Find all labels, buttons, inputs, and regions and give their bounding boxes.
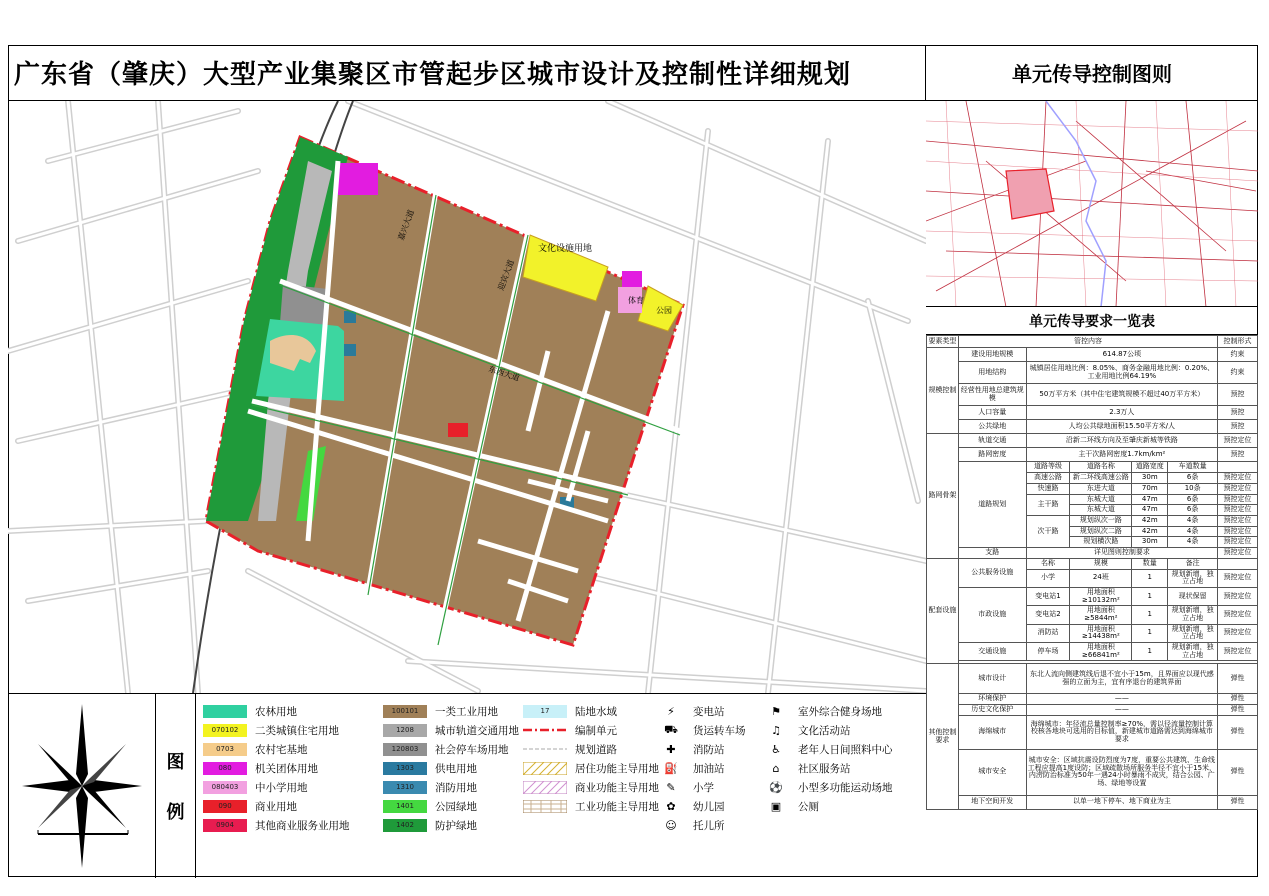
cell: 道路规划 — [958, 462, 1026, 548]
cell: 24班 — [1070, 569, 1132, 587]
legend-item — [383, 780, 477, 794]
legend-label: 托儿所 — [693, 819, 725, 832]
cell: 变电站1 — [1026, 587, 1070, 605]
cell: 1 — [1132, 569, 1168, 587]
cell-road-network: 路网骨架 — [927, 434, 959, 559]
legend-label: 货运转车场 — [693, 724, 746, 737]
cell: 人均公共绿地面积15.50平方米/人 — [1026, 420, 1217, 434]
cell: 6条 — [1168, 505, 1218, 516]
legend-swatch — [523, 743, 567, 756]
legend-symbol-icon: ✚ — [666, 742, 676, 756]
legend-swatch: 1401 — [383, 800, 427, 813]
cell: 614.87公顷 — [1026, 348, 1217, 362]
legend-label: 其他商业服务业用地 — [255, 819, 350, 832]
legend-symbol-icon: ✿ — [666, 799, 676, 813]
cell: 4条 — [1168, 537, 1218, 548]
cell: 弹性 — [1218, 715, 1258, 749]
cell: 预控定位 — [1218, 548, 1258, 559]
legend-item — [663, 742, 725, 756]
key-map-river — [1046, 101, 1106, 307]
cell: 停车场 — [1026, 643, 1070, 661]
cell: 东城大道 — [1070, 494, 1132, 505]
legend-item — [768, 780, 893, 794]
legend-item — [203, 818, 350, 832]
legend-label: 消防用地 — [435, 781, 477, 794]
legend-item — [203, 723, 339, 737]
cell: 规划新增，独立占地 — [1168, 643, 1218, 661]
cell: 预控定位 — [1218, 587, 1258, 605]
legend-label: 公园绿地 — [435, 800, 477, 813]
cell: 城市设计 — [958, 664, 1026, 694]
cell: 42m — [1132, 526, 1168, 537]
cell: 公共服务设施 — [958, 558, 1026, 587]
legend-title-b: 例 — [166, 802, 185, 823]
cell: 1 — [1132, 606, 1168, 624]
legend-swatch: 0703 — [203, 743, 247, 756]
cell: 交通设施 — [958, 643, 1026, 661]
cell: 东进大道 — [1070, 484, 1132, 495]
legend-swatch: 090 — [203, 800, 247, 813]
label-road-jiaxing: 嘉兴大道 — [396, 208, 416, 242]
cell: 预控定位 — [1218, 473, 1258, 484]
cell: 预控 — [1218, 406, 1258, 420]
cell: 弹性 — [1218, 694, 1258, 705]
cell: 70m — [1132, 484, 1168, 495]
legend-symbol-icon: ♿ — [771, 742, 781, 756]
cell: 市政设施 — [958, 587, 1026, 642]
legend-swatch — [523, 724, 567, 737]
cell: 47m — [1132, 505, 1168, 516]
legend-item — [768, 761, 851, 775]
cell: 主干路 — [1026, 494, 1070, 515]
cell: 预控 — [1218, 384, 1258, 406]
cell: 42m — [1132, 516, 1168, 527]
legend-swatch: 080 — [203, 762, 247, 775]
cell: 47m — [1132, 494, 1168, 505]
cell: 名称 — [1026, 558, 1070, 569]
cell: 变电站2 — [1026, 606, 1070, 624]
cell: 规划纵次二路 — [1070, 526, 1132, 537]
legend-item — [383, 742, 509, 756]
cell: 历史文化保护 — [958, 705, 1026, 716]
cell: 预控定位 — [1218, 505, 1258, 516]
cell: 弹性 — [1218, 664, 1258, 694]
legend-symbol-icon: ⚡ — [667, 704, 675, 718]
cell: 路网密度 — [958, 448, 1026, 462]
cell: 规划新增，独立占地 — [1168, 606, 1218, 624]
plan-map-svg — [8, 101, 926, 693]
cell: 预控定位 — [1218, 434, 1258, 448]
legend-label: 居住功能主导用地 — [575, 762, 659, 775]
cell: 预控定位 — [1218, 484, 1258, 495]
legend-symbol-icon: ⚑ — [771, 704, 781, 718]
compass-icon — [8, 694, 156, 878]
legend-label: 编制单元 — [575, 724, 617, 737]
cell: 城市安全：区域抗震设防烈度为7度，重要公共建筑、生命线工程应提高1度设防；区域疏散场所服务半径不宜小于15米，内涝防治标准为50年一遇24小时暴雨不成灾，结合公园、广场、绿地等设置 — [1026, 749, 1217, 795]
legend-label: 变电站 — [693, 705, 725, 718]
legend-title — [156, 694, 196, 878]
legend-items — [203, 700, 923, 872]
legend-title-a: 图 — [166, 752, 185, 773]
cell: 用地面积≥10132m² — [1070, 587, 1132, 605]
legend-swatch: 1303 — [383, 762, 427, 775]
cell: 10条 — [1168, 484, 1218, 495]
legend-swatch — [523, 781, 567, 794]
legend-item — [768, 723, 851, 737]
table-title-text: 单元传导要求一览表 — [1029, 313, 1155, 330]
key-map-unit — [1006, 169, 1054, 219]
north-arrow — [8, 694, 156, 878]
cell: —— — [1026, 705, 1217, 716]
label-road-yingbin: 迎宾大道 — [496, 258, 516, 292]
commercial-plot[interactable] — [448, 423, 468, 437]
cell: 弹性 — [1218, 705, 1258, 716]
cell: 预控定位 — [1218, 643, 1258, 661]
legend-item — [663, 761, 725, 775]
cell: 轨道交通 — [958, 434, 1026, 448]
legend-item — [203, 780, 308, 794]
cell: 详见图则控制要求 — [1026, 548, 1217, 559]
farmland-plot[interactable] — [256, 319, 344, 401]
cell: 道路宽度 — [1132, 462, 1168, 473]
cell: 支路 — [958, 548, 1026, 559]
legend-symbol-icon: ☺ — [665, 818, 677, 832]
legend-item — [203, 761, 318, 775]
cell: 6条 — [1168, 494, 1218, 505]
label-road-dongxi: 东西大道 — [487, 364, 521, 383]
key-map-svg — [926, 101, 1258, 307]
cell: 海绵城市：年径流总量控制率≥70%，需以径流量控制计算校核各地块可选用的目标值，新建城市道路需达到海绵城市要求 — [1026, 715, 1217, 749]
cell: 地下空间开发 — [958, 795, 1026, 809]
legend-item — [523, 799, 659, 813]
cell: 消防站 — [1026, 624, 1070, 642]
cell: 以单一地下停车、地下商业为主 — [1026, 795, 1217, 809]
legend-label: 陆地水域 — [575, 705, 617, 718]
cell-scale-control: 规模控制 — [927, 348, 959, 434]
cell: 4条 — [1168, 526, 1218, 537]
legend-item — [523, 780, 659, 794]
cell: 道路等级 — [1026, 462, 1070, 473]
cell: 道路名称 — [1070, 462, 1132, 473]
cell: 环境保护 — [958, 694, 1026, 705]
cell: 备注 — [1168, 558, 1218, 569]
legend-label: 规划道路 — [575, 743, 617, 756]
cell: 预控定位 — [1218, 624, 1258, 642]
cell: 4条 — [1168, 516, 1218, 527]
legend-label: 二类城镇住宅用地 — [255, 724, 339, 737]
cell: 弹性 — [1218, 749, 1258, 795]
cell: 用地面积≥5844m² — [1070, 606, 1132, 624]
legend-label: 中小学用地 — [255, 781, 308, 794]
cell: 数量 — [1132, 558, 1168, 569]
legend-item — [383, 704, 498, 718]
cell: 城市安全 — [958, 749, 1026, 795]
institution-plot[interactable] — [622, 271, 642, 287]
key-map-minor — [926, 101, 1258, 307]
legend-label: 室外综合健身场地 — [798, 705, 882, 718]
cell: 规划纵次一路 — [1070, 516, 1132, 527]
control-table-grid — [926, 335, 1258, 810]
page-title — [8, 45, 926, 101]
cell: 1 — [1132, 624, 1168, 642]
legend-item — [383, 723, 519, 737]
cell: 车道数量 — [1168, 462, 1218, 473]
legend-item — [383, 818, 477, 832]
cell: 预控定位 — [1218, 516, 1258, 527]
legend-label: 小型多功能运动场地 — [798, 781, 893, 794]
cell: 小学 — [1026, 569, 1070, 587]
power-plot[interactable] — [344, 344, 356, 356]
cell: 30m — [1132, 473, 1168, 484]
cell: 1 — [1132, 587, 1168, 605]
label-sport: 体育 — [628, 296, 644, 305]
legend-swatch: 1208 — [383, 724, 427, 737]
legend-symbol-icon: ♫ — [771, 723, 781, 737]
legend-panel — [8, 693, 926, 877]
legend-item — [523, 761, 659, 775]
legend-label: 供电用地 — [435, 762, 477, 775]
legend-item — [663, 780, 714, 794]
cell: 用地面积≥66841m² — [1070, 643, 1132, 661]
legend-swatch — [203, 705, 247, 718]
cell: 高速公路 — [1026, 473, 1070, 484]
cell: 弹性 — [1218, 795, 1258, 809]
cell: 预控 — [1218, 420, 1258, 434]
cell: 预控定位 — [1218, 606, 1258, 624]
legend-item — [663, 799, 725, 813]
cell: 规模 — [1070, 558, 1132, 569]
legend-swatch: 17 — [523, 705, 567, 718]
th-form: 控制形式 — [1218, 336, 1258, 348]
cell: 海绵城市 — [958, 715, 1026, 749]
cell: 预控定位 — [1218, 569, 1258, 587]
legend-label: 机关团体用地 — [255, 762, 318, 775]
legend-item — [663, 818, 725, 832]
cell: 2.3万人 — [1026, 406, 1217, 420]
legend-label: 消防站 — [693, 743, 725, 756]
cell: 预控定位 — [1218, 526, 1258, 537]
cell: 规划新增，独立占地 — [1168, 624, 1218, 642]
cell: 主干次路网密度1.7km/km² — [1026, 448, 1217, 462]
legend-label: 工业功能主导用地 — [575, 800, 659, 813]
legend-symbol-icon: ✎ — [666, 780, 676, 794]
legend-swatch: 070102 — [203, 724, 247, 737]
cell: 用地面积≥14438m² — [1070, 624, 1132, 642]
legend-label: 文化活动站 — [798, 724, 851, 737]
legend-item — [203, 799, 297, 813]
legend-label: 公厕 — [798, 800, 819, 813]
cell: 预控定位 — [1218, 494, 1258, 505]
cell: 东北人流向侧建筑线后退不宜小于15m，且界面应以现代感强的立面为主，宜有序退台的建筑界面 — [1026, 664, 1217, 694]
legend-swatch: 0904 — [203, 819, 247, 832]
cell: —— — [1026, 694, 1217, 705]
control-table — [926, 335, 1258, 877]
cell: 东城大道 — [1070, 505, 1132, 516]
cell: 约束 — [1218, 348, 1258, 362]
government-land-plot[interactable] — [338, 163, 378, 195]
legend-symbol-icon: ⚽ — [769, 780, 783, 794]
legend-swatch: 1402 — [383, 819, 427, 832]
cell: 新二环线高速公路 — [1070, 473, 1132, 484]
legend-label: 城市轨道交通用地 — [435, 724, 519, 737]
cell: 预控 — [1218, 448, 1258, 462]
cell: 人口容量 — [958, 406, 1026, 420]
cell: 快速路 — [1026, 484, 1070, 495]
legend-item — [768, 704, 882, 718]
legend-item — [203, 704, 297, 718]
legend-label: 老年人日间照料中心 — [798, 743, 893, 756]
cell: 规划横次路 — [1070, 537, 1132, 548]
label-culture-land: 文化设施用地 — [538, 244, 593, 254]
legend-label: 商业用地 — [255, 800, 297, 813]
legend-label: 社区服务站 — [798, 762, 851, 775]
cell: 经营性用地总建筑规模 — [958, 384, 1026, 406]
cell: 公共绿地 — [958, 420, 1026, 434]
cell: 建设用地规模 — [958, 348, 1026, 362]
cell-facilities: 配套设施 — [927, 558, 959, 664]
legend-label: 加油站 — [693, 762, 725, 775]
cell: 30m — [1132, 537, 1168, 548]
cell: 预控定位 — [1218, 537, 1258, 548]
legend-item — [383, 799, 477, 813]
key-map-roads — [926, 101, 1258, 307]
table-title — [926, 307, 1258, 335]
cell: 50万平方米（其中住宅建筑规模不超过40万平方米） — [1026, 384, 1217, 406]
legend-label: 一类工业用地 — [435, 705, 498, 718]
legend-symbol-icon: ▣ — [770, 799, 782, 813]
legend-swatch: 080403 — [203, 781, 247, 794]
sheet-title — [926, 45, 1258, 101]
legend-label: 社会停车场用地 — [435, 743, 509, 756]
location-key-map[interactable] — [926, 101, 1258, 307]
legend-item — [768, 799, 819, 813]
label-park: 公园 — [656, 306, 672, 315]
legend-item — [523, 723, 617, 737]
cell: 1 — [1132, 643, 1168, 661]
legend-item — [523, 742, 617, 756]
cell: 6条 — [1168, 473, 1218, 484]
legend-symbol-icon: ⛽ — [664, 761, 678, 775]
legend-label: 幼儿园 — [693, 800, 725, 813]
legend-item — [768, 742, 893, 756]
th-content: 管控内容 — [958, 336, 1217, 348]
legend-item — [663, 723, 746, 737]
sheet-title-text: 单元传导控制图则 — [1012, 62, 1172, 86]
legend-symbol-icon: ⌂ — [772, 761, 780, 775]
legend-item — [383, 761, 477, 775]
legend-swatch — [523, 762, 567, 775]
legend-swatch: 120803 — [383, 743, 427, 756]
legend-item — [523, 704, 617, 718]
page-title-text: 广东省（肇庆）大型产业集聚区市管起步区城市设计及控制性详细规划 — [14, 60, 852, 90]
cell-other-control: 其他控制要求 — [927, 664, 959, 809]
cell: 次干路 — [1026, 516, 1070, 548]
legend-swatch — [523, 800, 567, 813]
plan-map[interactable] — [8, 101, 926, 693]
cell: 现状保留 — [1168, 587, 1218, 605]
legend-swatch: 1310 — [383, 781, 427, 794]
legend-label: 小学 — [693, 781, 714, 794]
cell: 用地结构 — [958, 362, 1026, 384]
legend-label: 商业功能主导用地 — [575, 781, 659, 794]
cell: 约束 — [1218, 362, 1258, 384]
cell: 沿新二环线方向及至肇庆新城等铁路 — [1026, 434, 1217, 448]
legend-item — [203, 742, 308, 756]
legend-item — [663, 704, 725, 718]
legend-label: 农村宅基地 — [255, 743, 308, 756]
cell: 城镇居住用地比例：8.05%、商务金融用地比例：0.20%、工业用地比例64.19% — [1026, 362, 1217, 384]
legend-symbol-icon: ⛟ — [664, 722, 678, 736]
th-type: 要素类型 — [927, 336, 959, 348]
cell: 规划新增，独立占地 — [1168, 569, 1218, 587]
legend-swatch: 100101 — [383, 705, 427, 718]
legend-label: 防护绿地 — [435, 819, 477, 832]
legend-label: 农林用地 — [255, 705, 297, 718]
